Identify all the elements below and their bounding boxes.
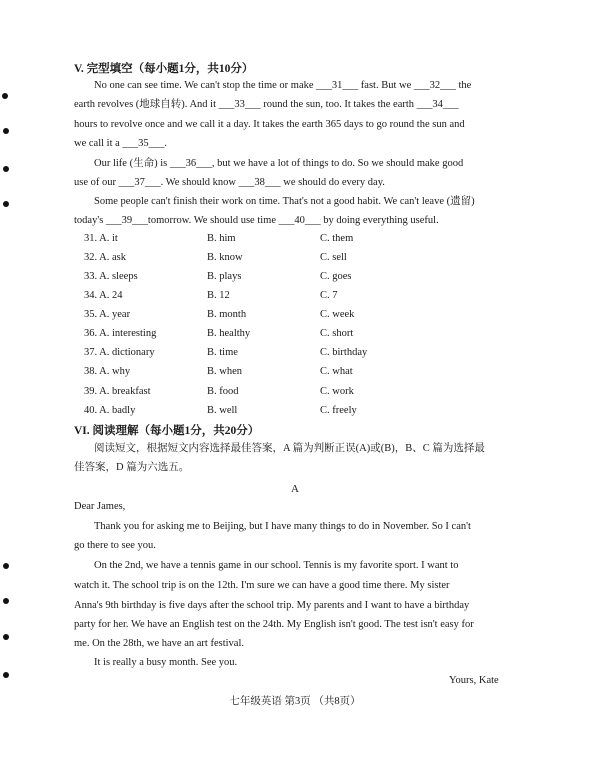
option-a: 36. A. interesting: [84, 328, 157, 339]
option-a: 31. A. it: [84, 233, 118, 244]
letter-paragraph-2-line: me. On the 28th, we have an art festival.: [74, 638, 244, 649]
option-b: B. food: [207, 386, 239, 397]
binder-dot: [2, 93, 8, 99]
option-b: B. 12: [207, 290, 230, 301]
letter-paragraph-2-line: On the 2nd, we have a tennis game in our school. Tennis is my favorite sport. I want to: [94, 560, 459, 571]
cloze-paragraph-2-line: use of our ___37___. We should know ___38___ we should do every day.: [74, 177, 385, 188]
binder-dot: [3, 672, 9, 678]
option-c: C. work: [320, 386, 354, 397]
option-c: C. 7: [320, 290, 338, 301]
option-a: 39. A. breakfast: [84, 386, 151, 397]
letter-greeting: Dear James,: [74, 501, 126, 512]
option-c: C. sell: [320, 252, 347, 263]
instructions-line: 阅读短文，根据短文内容选择最佳答案，A 篇为判断正误(A)或(B)，B、C 篇为选择最: [94, 443, 485, 454]
option-c: C. freely: [320, 405, 357, 416]
letter-paragraph-1-line: go there to see you.: [74, 540, 156, 551]
option-b: B. well: [207, 405, 238, 416]
option-b: B. him: [207, 233, 236, 244]
option-b: B. when: [207, 366, 242, 377]
instructions-line: 佳答案，D 篇为六选五。: [74, 462, 190, 473]
option-a: 32. A. ask: [84, 252, 126, 263]
option-a: 33. A. sleeps: [84, 271, 138, 282]
option-c: C. short: [320, 328, 354, 339]
option-b: B. month: [207, 309, 247, 320]
option-c: C. birthday: [320, 347, 368, 358]
option-c: C. week: [320, 309, 355, 320]
letter-paragraph-1-line: Thank you for asking me to Beijing, but I have many things to do in November. So I can't: [94, 521, 471, 532]
binder-dot: [3, 598, 9, 604]
option-c: C. what: [320, 366, 353, 377]
option-b: B. healthy: [207, 328, 251, 339]
cloze-paragraph-1-line: we call it a ___35___.: [74, 138, 168, 149]
cloze-paragraph-3-line: today's ___39___tomorrow. We should use time ___40___ by doing everything useful.: [74, 215, 439, 226]
option-c: C. goes: [320, 271, 352, 282]
letter-paragraph-3: It is really a busy month. See you.: [94, 657, 238, 668]
binder-dot: [3, 563, 9, 569]
cloze-paragraph-1-line: earth revolves (地球自转). And it ___33___ round the sun, too. It takes the earth ___34___: [74, 99, 459, 110]
option-a: 40. A. badly: [84, 405, 136, 416]
cloze-paragraph-3-line: Some people can't finish their work on time. That's not a good habit. We can't leave (遗留): [94, 196, 475, 207]
option-b: B. know: [207, 252, 243, 263]
letter-signoff: Yours, Kate: [449, 675, 499, 686]
letter-paragraph-2-line: watch it. The school trip is on the 12th. I'm sure we can have a good time there. My sister: [74, 580, 450, 591]
letter-paragraph-2-line: party for her. We have an English test on the 24th. My English isn't good. The test isn't easy for: [74, 619, 474, 630]
binder-dot: [3, 128, 9, 134]
option-c: C. them: [320, 233, 354, 244]
section-vi-heading: VI. 阅读理解（每小题1分，共20分）: [74, 425, 260, 437]
binder-dot: [3, 166, 9, 172]
option-b: B. time: [207, 347, 238, 358]
cloze-paragraph-1-line: hours to revolve once and we call it a day. It takes the earth 365 days to go round the sun and: [74, 119, 465, 130]
passage-label: A: [291, 483, 299, 495]
letter-paragraph-2-line: Anna's 9th birthday is five days after the school trip. My parents and I want to have a birthday: [74, 600, 470, 611]
option-a: 35. A. year: [84, 309, 131, 320]
section-v-heading: V. 完型填空（每小题1分，共10分）: [74, 63, 254, 75]
binder-dot: [3, 201, 9, 207]
cloze-paragraph-1-line: No one can see time. We can't stop the time or make ___31___ fast. But we ___32___ the: [94, 80, 472, 91]
page-footer: 七年级英语 第3页 （共8页）: [229, 696, 361, 707]
option-a: 37. A. dictionary: [84, 347, 155, 358]
binder-dot: [3, 634, 9, 640]
option-b: B. plays: [207, 271, 242, 282]
option-a: 34. A. 24: [84, 290, 123, 301]
cloze-paragraph-2-line: Our life (生命) is ___36___, but we have a lot of things to do. So we should make good: [94, 158, 464, 169]
option-a: 38. A. why: [84, 366, 131, 377]
